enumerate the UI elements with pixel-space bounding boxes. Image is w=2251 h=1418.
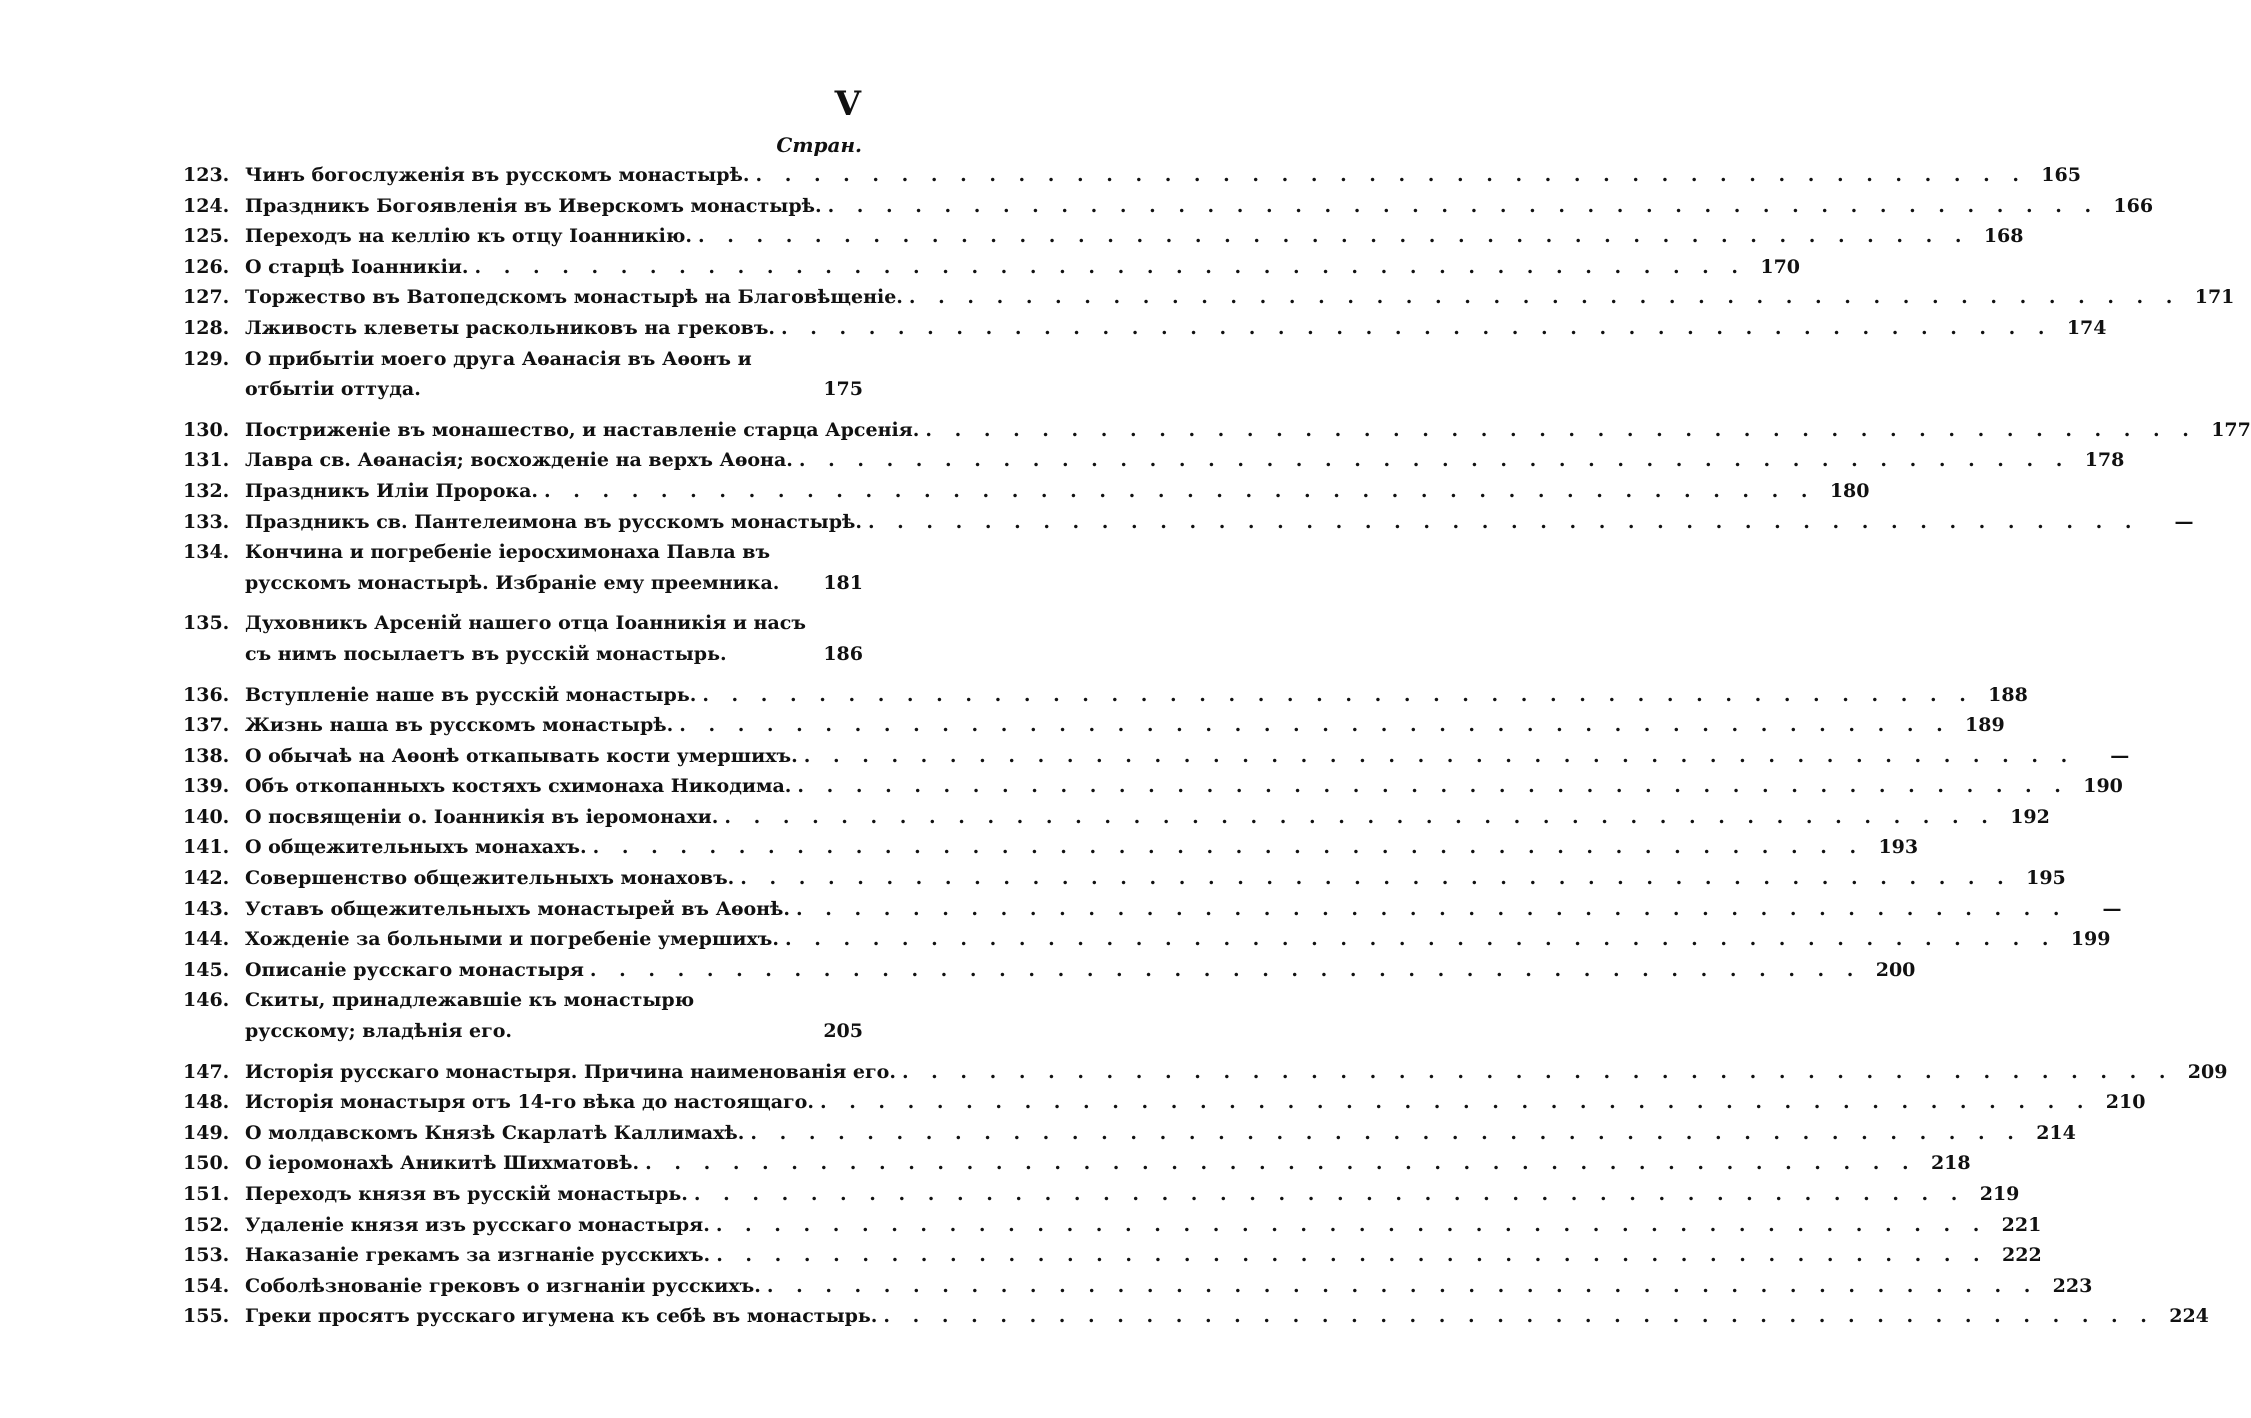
toc-entry [183,680,2028,711]
toc-entry-number: 135. [183,612,230,635]
toc-entry-number: 132. [183,479,230,502]
toc-entry-title: Наказаніе грекамъ за изгнаніе русскихъ. [245,1244,711,1267]
toc-entry [183,802,2050,833]
dot-leader [896,1057,2173,1088]
toc-entry [183,924,2111,955]
toc-entry-number: 155. [183,1305,230,1328]
toc-entry-page: 175 [823,378,863,401]
toc-entry-title: Праздникъ Богоявленія въ Иверскомъ монастырѣ. [245,194,822,217]
toc-entry [183,252,1801,283]
toc-entry-number: 151. [183,1183,230,1205]
toc-entry [183,344,863,405]
toc-entry-page: 221 [2001,1213,2042,1236]
toc-entry-title: Жизнь наша въ русскомъ монастырѣ. [245,714,674,737]
toc-entry-page: 168 [1983,225,2024,248]
dot-leader [791,771,2068,802]
dot-leader [814,1087,2091,1118]
toc-entry [183,955,1916,986]
toc-entry-title: О іеромонахѣ Аникитѣ Шихматовѣ. [245,1152,640,1175]
dot-leader [710,1240,1987,1271]
toc-entry-page: — [2174,510,2194,533]
toc-entry [183,608,863,669]
toc-entry-title: Постриженіе въ монашество, и наставленіе старца Арсенія. [245,418,920,441]
toc-entry-page: 177 [2211,418,2251,441]
toc-entry-page: 190 [2083,775,2123,798]
toc-entry-title: Праздникъ св. Пантелеимона въ русскомъ монастырѣ. [245,510,862,533]
toc-entry [183,710,2005,741]
toc-entry-title: Хожденіе за больными и погребеніе умершихъ. [245,928,779,951]
dot-leader [744,1118,2021,1149]
toc-entry [183,507,2194,538]
toc-entry-title: Удаленіе князя изъ русскаго монастыря. [245,1213,710,1236]
toc-entry-page: 209 [2187,1060,2228,1083]
toc-entry [183,221,2024,252]
toc-entry-number: 131. [183,449,230,472]
toc-entry-number: 153. [183,1244,230,1267]
toc-entry-page: — [2110,744,2130,767]
toc-entry-page: 171 [2194,286,2235,309]
toc-entry-page: 170 [1760,255,1801,278]
dot-leader [793,445,2070,476]
toc-entry-title: Праздникъ Иліи Пророка. [245,479,539,502]
toc-entry-page: 178 [2084,449,2125,472]
toc-entry-number: 139. [183,775,230,798]
toc-entry-number: 125. [183,225,230,248]
toc-entry-number: 128. [183,316,230,339]
dot-leader [673,710,1950,741]
toc-entry [183,282,2235,313]
toc-entry-page: 166 [2113,194,2154,217]
toc-entry-title: Скиты, принадлежавшіе къ монастырю русскому; владѣнія его. [245,989,695,1043]
toc-entry [183,1271,2093,1302]
toc-entry-title: Исторія русскаго монастыря. Причина наименованія его. [245,1060,896,1083]
dot-leader [779,924,2056,955]
dot-leader [639,1148,1916,1179]
toc-entry-title: Исторія монастыря отъ 14-го вѣка до настоящаго. [245,1091,814,1114]
toc-entry-number: 154. [183,1274,230,1297]
toc-entry-page: 186 [823,642,863,665]
toc-entry-page: 199 [2070,928,2111,951]
toc-entry-title: Объ откопанныхъ костяхъ схимонаха Никодима. [245,775,792,798]
toc-entry-number: 133. [183,510,230,533]
toc-entry-page: 180 [1829,479,1870,502]
toc-entry [183,771,2123,802]
toc-entry [183,1087,2146,1118]
dot-leader [903,282,2180,313]
dot-leader [696,680,1973,711]
toc-entry [183,894,2122,925]
toc-entry-page: 193 [1878,836,1919,859]
toc-entry-number: 144. [183,928,230,951]
page-number: V [834,84,862,124]
toc-entry-number: 137. [183,714,230,737]
toc-entry [183,476,1870,507]
dot-leader [877,1301,2154,1332]
toc-entry-title: Чинъ богослуженія въ русскомъ монастырѣ. [245,164,750,186]
toc-entry [183,537,863,598]
toc-entry-number: 143. [183,897,230,920]
toc-entry-number: 140. [183,805,230,828]
toc-entry-page: 165 [2041,164,2081,186]
toc-entry-number: 141. [183,836,230,859]
toc-entry-number: 150. [183,1152,230,1175]
table-of-contents [183,160,2251,1332]
toc-entry-title: Вступленіе наше въ русскій монастырь. [245,683,697,706]
toc-entry-page: 222 [2002,1244,2042,1267]
dot-leader [587,832,1864,863]
toc-entry-page: 214 [2036,1121,2076,1144]
toc-entry [183,1118,2076,1149]
toc-entry [183,1240,2042,1271]
toc-entry [183,985,863,1046]
toc-entry-title: О обычаѣ на Аѳонѣ откапывать кости умершихъ. [245,744,798,767]
toc-entry-title: О общежительныхъ монахахъ. [245,836,587,859]
toc-entry-page: 223 [2052,1274,2093,1297]
toc-entry-number: 129. [183,347,230,370]
toc-entry-number: 142. [183,867,230,890]
toc-entry-title: Уставъ общежительныхъ монастырей въ Аѳонѣ. [245,897,791,920]
toc-entry-page: 181 [823,571,863,594]
toc-entry-page: 188 [1988,683,2028,706]
toc-entry [183,313,2107,344]
toc-entry [183,1301,2209,1332]
toc-entry-page: 189 [1965,714,2005,737]
toc-entry-page: — [2102,897,2122,920]
dot-leader [718,802,1995,833]
toc-entry-title: О прибытіи моего друга Аѳанасія въ Аѳонъ и отбытіи оттуда. [245,347,752,401]
dot-leader [584,955,1861,986]
toc-entry-title: Лживость клеветы раскольниковъ на грековъ. [245,316,776,339]
toc-entry [183,191,2154,222]
toc-entry-number: 147. [183,1060,230,1083]
toc-entry-page: 218 [1930,1152,1971,1175]
toc-entry-title: Греки просятъ русскаго игумена къ себѣ въ монастырь. [245,1305,878,1328]
toc-entry-number: 138. [183,744,230,767]
dot-leader [775,313,2052,344]
toc-entry-title: Переходъ князя въ русскій монастырь. [245,1183,688,1205]
toc-entry-number: 123. [183,164,230,186]
dot-leader [919,415,2196,446]
toc-entry-number: 134. [183,541,230,564]
toc-entry [183,1179,2020,1210]
toc-entry-number: 145. [183,958,230,981]
page-column-label: Стран. [776,133,862,157]
toc-entry-page: 224 [2169,1305,2209,1328]
toc-entry-number: 126. [183,255,230,278]
toc-entry-page: 192 [2010,805,2050,828]
toc-entry-page: 219 [1979,1183,2020,1205]
toc-entry-number: 149. [183,1121,230,1144]
dot-leader [734,863,2011,894]
toc-entry-title: Переходъ на келлію къ отцу Іоанникію. [245,225,692,248]
toc-entry [183,1148,1971,1179]
toc-entry-title: Кончина и погребеніе іеросхимонаха Павла въ русскомъ монастырѣ. Избраніе ему преемника. [245,541,780,594]
toc-entry-page: 205 [823,1020,863,1043]
toc-entry [183,1057,2228,1088]
toc-entry-title: О молдавскомъ Князѣ Скарлатѣ Каллимахѣ. [245,1121,745,1144]
toc-entry-title: Торжество въ Ватопедскомъ монастырѣ на Благовѣщеніе. [245,286,903,309]
toc-entry-page: 195 [2026,867,2066,890]
toc-entry [183,160,2081,191]
toc-entry-page: 210 [2105,1091,2146,1114]
toc-entry [183,863,2066,894]
toc-entry [183,1210,2042,1241]
dot-leader [798,741,2075,772]
toc-entry [183,445,2125,476]
toc-entry [183,415,2251,446]
dot-leader [469,252,1746,283]
toc-entry [183,832,1919,863]
toc-entry-title: О старцѣ Іоанникіи. [245,255,469,278]
toc-entry-number: 148. [183,1091,230,1114]
dot-leader [749,160,2026,191]
toc-entry [183,741,2130,772]
dot-leader [538,476,1815,507]
toc-entry-number: 136. [183,683,230,706]
dot-leader [710,1210,1987,1241]
toc-entry-page: 174 [2066,316,2107,339]
dot-leader [822,191,2099,222]
toc-entry-title: Лавра св. Аѳанасія; восхожденіе на верхъ Аѳона. [245,449,793,472]
toc-entry-title: Совершенство общежительныхъ монаховъ. [245,867,735,890]
toc-entry-title: О посвященіи о. Іоанникія въ іеромонахи. [245,805,719,828]
toc-entry-number: 130. [183,418,230,441]
toc-entry-title: Соболѣзнованіе грековъ о изгнаніи русскихъ. [245,1274,761,1297]
toc-entry-number: 124. [183,194,230,217]
dot-leader [790,894,2067,925]
toc-entry-number: 127. [183,286,230,309]
dot-leader [692,221,1969,252]
dot-leader [761,1271,2038,1302]
toc-entry-number: 152. [183,1213,230,1236]
toc-entry-title: Духовникъ Арсеній нашего отца Іоанникія и насъ съ нимъ посылаетъ въ русскій монастырь. [245,612,806,665]
toc-entry-title: Описаніе русскаго монастыря [245,958,584,981]
toc-entry-page: 200 [1875,958,1916,981]
dot-leader [862,507,2139,538]
toc-entry-number: 146. [183,989,230,1012]
dot-leader [688,1179,1965,1210]
